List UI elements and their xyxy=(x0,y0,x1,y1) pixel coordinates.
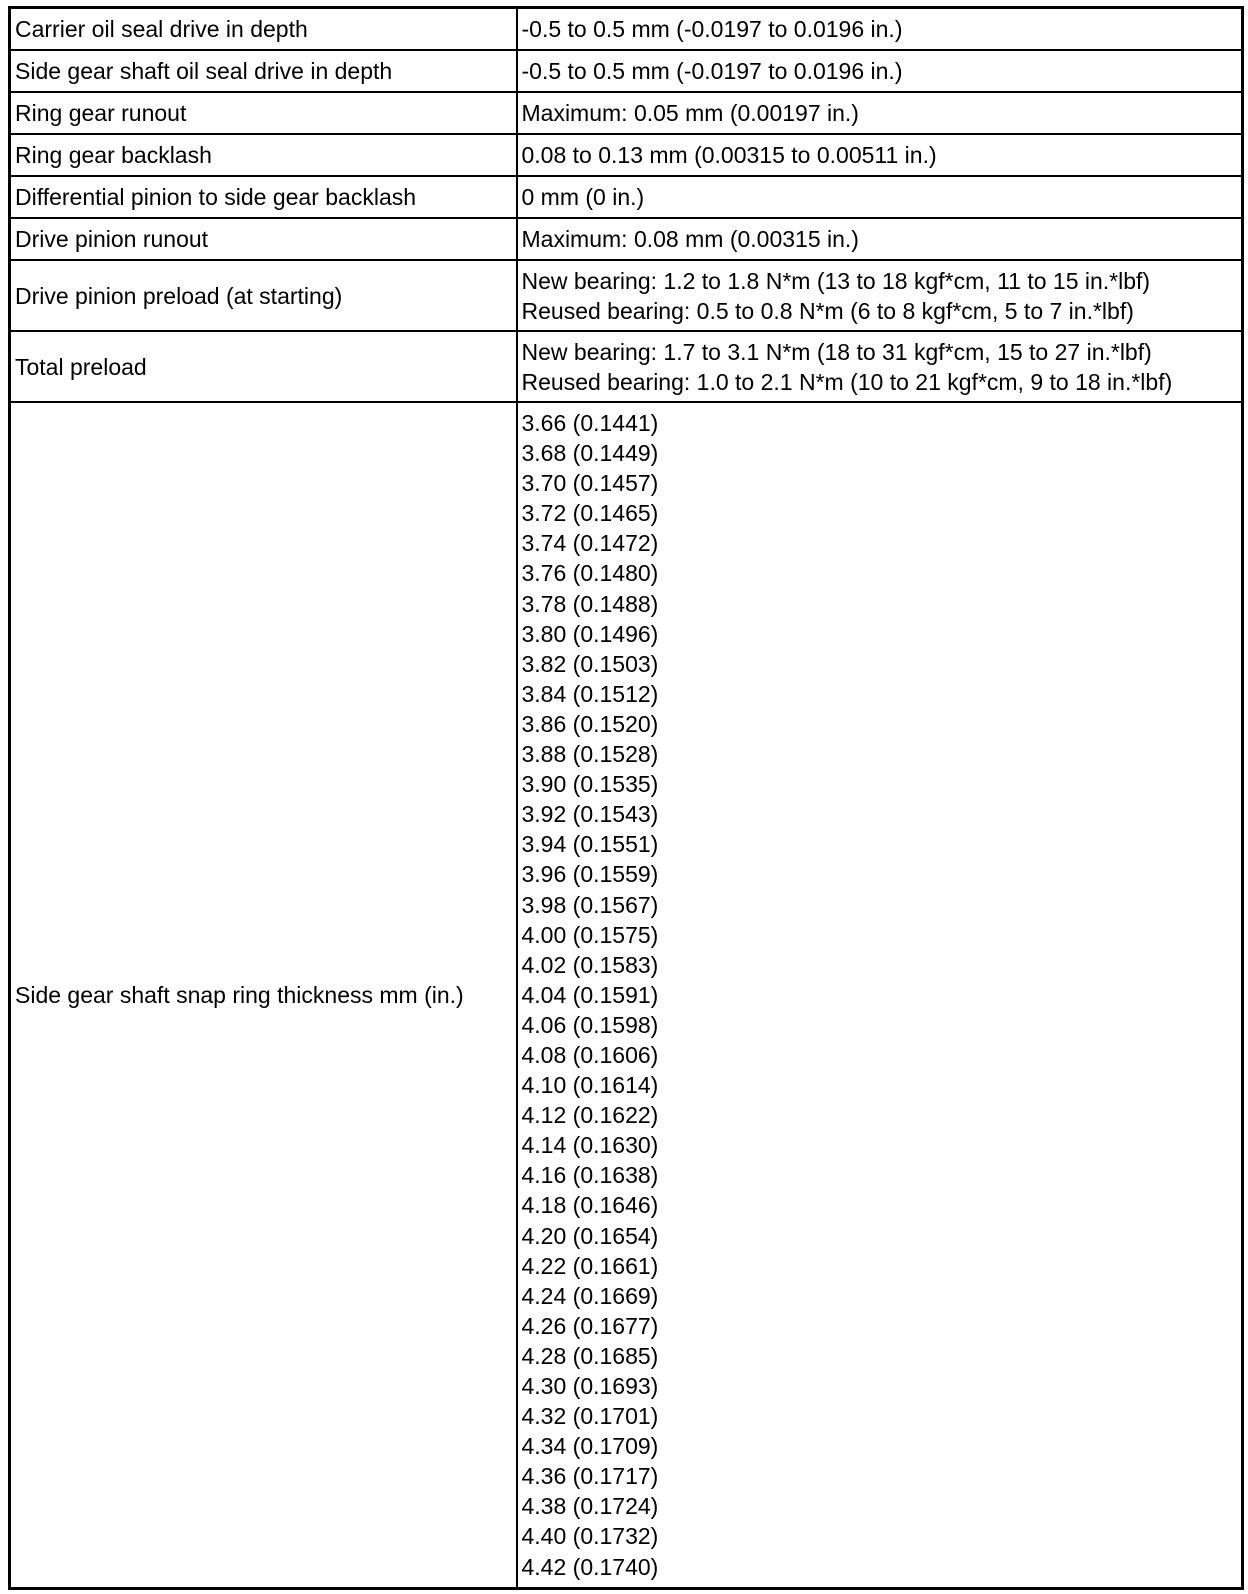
spec-value: -0.5 to 0.5 mm (-0.0197 to 0.0196 in.) xyxy=(517,8,1243,51)
snap-ring-thickness-value: 4.30 (0.1693) xyxy=(521,1373,659,1399)
table-row xyxy=(10,92,1243,134)
snap-ring-thickness-value: 4.02 (0.1583) xyxy=(521,951,659,978)
snap-ring-thickness-value: 3.80 (0.1496) xyxy=(521,620,659,647)
spec-value: -0.5 to 0.5 mm (-0.0197 to 0.0196 in.) xyxy=(517,50,1243,92)
new-bearing-value: New bearing: 1.2 to 1.8 N*m (13 to 18 kgf*cm, 11 to 15 in.*lbf) xyxy=(521,267,1151,294)
snap-ring-thickness-value: 3.96 (0.1559) xyxy=(521,861,659,888)
spec-label: Ring gear backlash xyxy=(10,134,517,176)
spec-label: Total preload xyxy=(10,331,517,402)
reused-bearing-value: Reused bearing: 0.5 to 0.8 N*m (6 to 8 kgf*cm, 5 to 7 in.*lbf) xyxy=(521,297,1134,324)
table-row xyxy=(10,402,1243,1588)
table-row xyxy=(10,50,1243,92)
table-row xyxy=(10,260,1243,331)
snap-ring-thickness-value: 4.16 (0.1638) xyxy=(521,1162,659,1189)
spec-label: Drive pinion runout xyxy=(10,218,517,260)
snap-ring-thickness-value: 3.72 (0.1465) xyxy=(521,500,659,527)
snap-ring-thickness-value: 3.92 (0.1543) xyxy=(521,801,659,828)
snap-ring-thickness-value: 3.76 (0.1480) xyxy=(521,560,659,587)
table-row xyxy=(10,331,1243,402)
snap-ring-thickness-value: 4.36 (0.1717) xyxy=(521,1463,659,1490)
snap-ring-values-list xyxy=(517,402,1243,1588)
snap-ring-thickness-value: 4.38 (0.1724) xyxy=(521,1493,659,1520)
snap-ring-thickness-value: 4.24 (0.1669) xyxy=(521,1282,659,1309)
snap-ring-thickness-value: 4.26 (0.1677) xyxy=(521,1312,659,1339)
snap-ring-thickness-value: 3.66 (0.1441) xyxy=(521,410,659,436)
snap-ring-thickness-value: 4.08 (0.1606) xyxy=(521,1041,659,1068)
table-row xyxy=(10,8,1243,51)
snap-ring-thickness-value: 4.32 (0.1701) xyxy=(521,1403,659,1430)
snap-ring-thickness-value: 4.18 (0.1646) xyxy=(521,1192,659,1219)
snap-ring-thickness-value: 4.04 (0.1591) xyxy=(521,981,659,1008)
snap-ring-thickness-value: 4.10 (0.1614) xyxy=(521,1072,659,1099)
snap-ring-thickness-value: 4.34 (0.1709) xyxy=(521,1433,659,1460)
snap-ring-thickness-value: 3.90 (0.1535) xyxy=(521,771,659,798)
table-row xyxy=(10,176,1243,218)
spec-value: 0 mm (0 in.) xyxy=(517,176,1243,218)
snap-ring-thickness-value: 4.28 (0.1685) xyxy=(521,1342,659,1369)
spec-label: Differential pinion to side gear backlash xyxy=(10,176,517,218)
snap-ring-thickness-value: 4.42 (0.1740) xyxy=(521,1553,659,1580)
snap-ring-thickness-value: 3.94 (0.1551) xyxy=(521,831,659,858)
spec-label: Drive pinion preload (at starting) xyxy=(10,260,517,331)
snap-ring-thickness-value: 4.22 (0.1661) xyxy=(521,1252,659,1279)
snap-ring-thickness-value: 3.82 (0.1503) xyxy=(521,650,659,677)
spec-value: Maximum: 0.05 mm (0.00197 in.) xyxy=(517,92,1243,134)
snap-ring-thickness-value: 3.88 (0.1528) xyxy=(521,741,659,768)
snap-ring-thickness-value: 4.00 (0.1575) xyxy=(521,921,659,948)
spec-label: Side gear shaft snap ring thickness mm (in.) xyxy=(10,402,517,1588)
snap-ring-thickness-value: 4.20 (0.1654) xyxy=(521,1222,659,1249)
snap-ring-thickness-value: 3.86 (0.1520) xyxy=(521,710,659,737)
spec-value: Maximum: 0.08 mm (0.00315 in.) xyxy=(517,218,1243,260)
spec-label: Ring gear runout xyxy=(10,92,517,134)
snap-ring-thickness-value: 3.98 (0.1567) xyxy=(521,891,659,918)
snap-ring-thickness-value: 4.14 (0.1630) xyxy=(521,1132,659,1159)
spec-value xyxy=(517,260,1243,331)
snap-ring-thickness-value: 3.70 (0.1457) xyxy=(521,470,659,497)
spec-value: 0.08 to 0.13 mm (0.00315 to 0.00511 in.) xyxy=(517,134,1243,176)
new-bearing-value: New bearing: 1.7 to 3.1 N*m (18 to 31 kgf*cm, 15 to 27 in.*lbf) xyxy=(521,338,1152,365)
spec-value xyxy=(517,331,1243,402)
snap-ring-thickness-value: 3.68 (0.1449) xyxy=(521,440,659,467)
specification-table xyxy=(8,6,1244,1590)
snap-ring-thickness-value: 3.84 (0.1512) xyxy=(521,680,659,707)
snap-ring-thickness-value: 4.06 (0.1598) xyxy=(521,1011,659,1038)
spec-label: Carrier oil seal drive in depth xyxy=(10,8,517,51)
snap-ring-thickness-value: 3.78 (0.1488) xyxy=(521,590,659,617)
snap-ring-thickness-value: 4.40 (0.1732) xyxy=(521,1523,659,1550)
spec-label: Side gear shaft oil seal drive in depth xyxy=(10,50,517,92)
snap-ring-thickness-value: 4.12 (0.1622) xyxy=(521,1102,659,1129)
table-row xyxy=(10,134,1243,176)
snap-ring-thickness-value: 3.74 (0.1472) xyxy=(521,530,659,557)
reused-bearing-value: Reused bearing: 1.0 to 2.1 N*m (10 to 21 kgf*cm, 9 to 18 in.*lbf) xyxy=(521,368,1173,395)
table-row xyxy=(10,218,1243,260)
